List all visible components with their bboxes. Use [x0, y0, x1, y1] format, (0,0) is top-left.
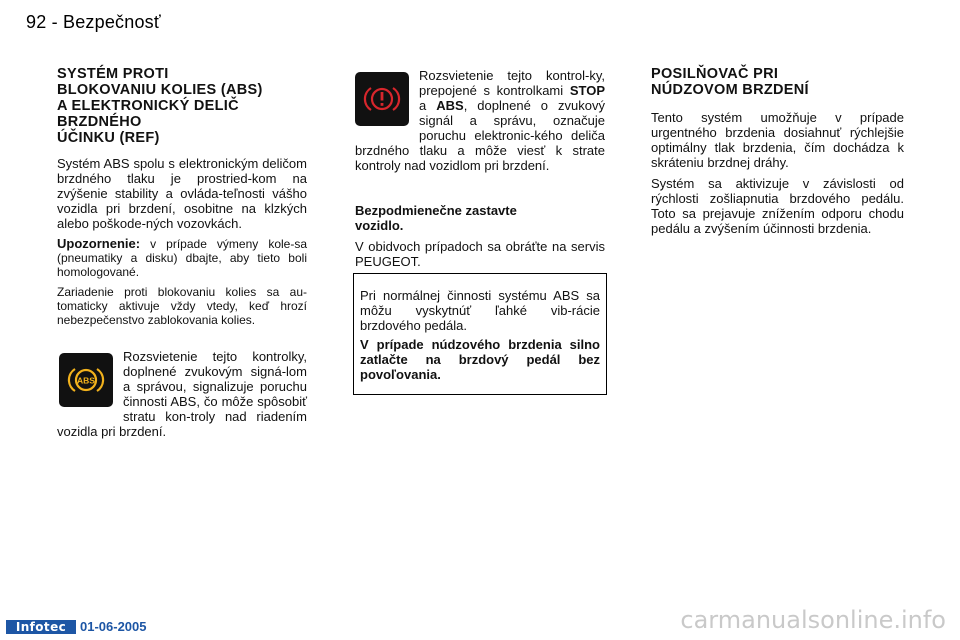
svg-text:ABS: ABS	[77, 375, 95, 386]
brake-assist-paragraph-1: Tento systém umožňuje v prípade urgentného brzdenia dosiahnuť rýchlejšie optimálny tlak brzdenia, čím dochádza k skráteniu brzdnej dráhy.	[651, 110, 904, 170]
note-emergency-braking: V prípade núdzového brzdenia silno zatlačte na brzdový pedál bez povoľovania.	[360, 337, 600, 382]
abs-warning	[57, 237, 307, 279]
brake-lamp-icon	[362, 84, 402, 114]
page-header: 92 - Bezpečnosť	[26, 12, 161, 32]
column-abs	[57, 66, 307, 445]
abs-warning-icon	[59, 353, 113, 407]
stop-label: STOP	[569, 83, 605, 98]
watermark: carmanualsonline.info	[680, 606, 946, 634]
abs-label: ABS	[436, 98, 464, 113]
warning-text: v prípade výmeny kole-sa (pneumatiky a disku) dbajte, aby tieto boli homologované.	[57, 237, 307, 279]
infotec-logo: Infotec	[6, 620, 76, 634]
ref-warning-icon	[355, 72, 409, 126]
ref-lamp-description: Rozsvietenie tejto kontrol-ky, prepojené s kontrolkami STOP a ABS, doplnené o zvukový signál a správu, označuje poruchu elektronic-kého deliča brzdného tlaku a môže viesť k strate kontroly nad vozidlom pri brzdení.	[355, 68, 605, 173]
stop-vehicle-heading: Bezpodmienečne zastavte vozidlo.	[355, 203, 517, 233]
service-paragraph: V obidvoch prípadoch sa obráťte na servis PEUGEOT.	[355, 239, 605, 269]
footer-date: 01-06-2005	[80, 619, 147, 634]
abs-lamp-icon	[66, 365, 106, 395]
abs-auto-activation: Zariadenie proti blokovaniu kolies sa au-tomaticky aktivuje vždy vtedy, keď hrozí nebezpečenstvo zablokovania kolies.	[57, 285, 307, 327]
note-box	[353, 273, 607, 395]
abs-lamp-description: Rozsvietenie tejto kontrolky, doplnené zvukovým signá-lom a správou, signalizuje poruchu činnosti ABS, čo môže spôsobiť stratu kon-troly nad riadením vozidla pri brzdení.	[57, 349, 307, 439]
brake-assist-heading: POSILŇOVAČ PRI NÚDZOVOM BRZDENÍ	[651, 66, 809, 98]
abs-heading: SYSTÉM PROTI BLOKOVANIU KOLIES (ABS) A ELEKTRONICKÝ DELIČ BRZDNÉHO ÚČINKU (REF)	[57, 66, 263, 146]
note-vibration: Pri normálnej činnosti systému ABS sa môžu vyskytnúť ľahké vib-rácie brzdového pedála.	[360, 288, 600, 333]
brake-assist-paragraph-2: Systém sa aktivizuje v závislosti od rýchlosti zošliapnutia brzdového pedálu. Toto sa prejavuje znížením odporu chodu pedálu a zvýšením účinnosti brzdenia.	[651, 176, 904, 236]
warning-label: Upozornenie:	[57, 236, 141, 251]
abs-paragraph: Systém ABS spolu s elektronickým deličom brzdného tlaku je prostried-kom na zvýšenie stability a ovláda-teľnosti vášho vozidla pri brzdení, osobitne na klzkých alebo poškode-ných vozovkách.	[57, 156, 307, 231]
column-brake-assist	[651, 66, 904, 242]
abs-icon-block	[57, 349, 307, 439]
column-ref	[355, 68, 605, 275]
